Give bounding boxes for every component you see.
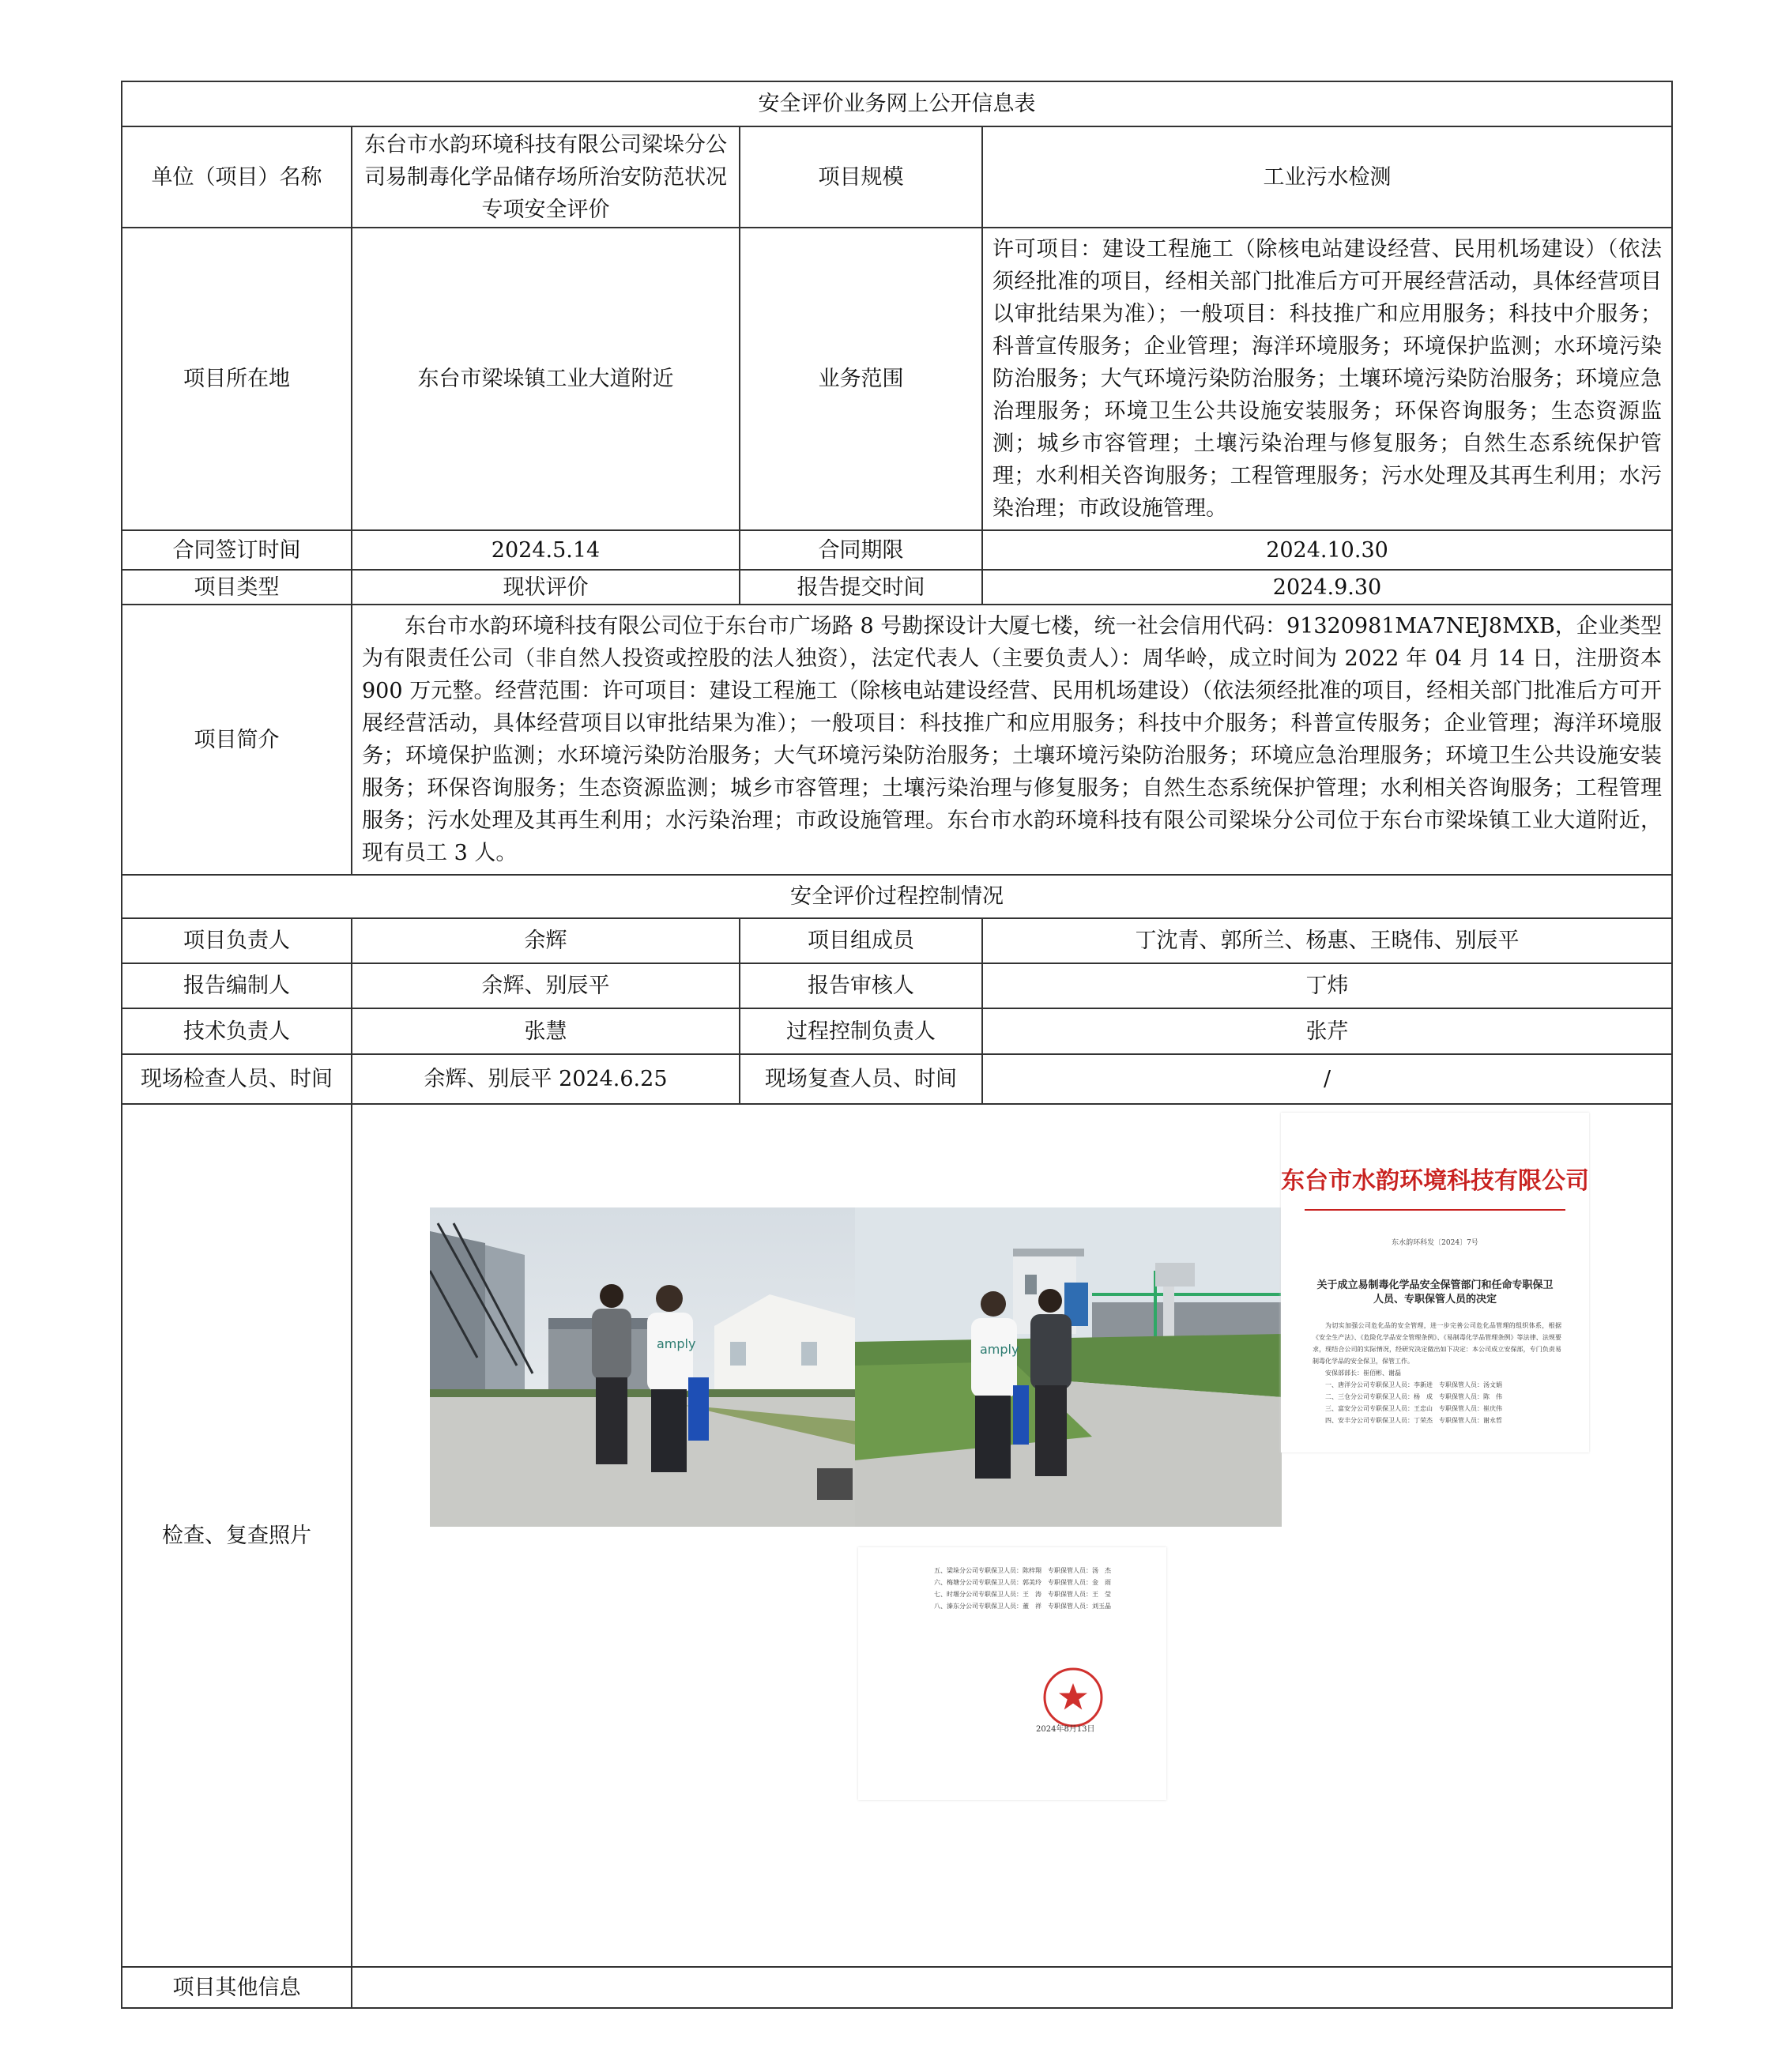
tech-leader-value: 张慧 xyxy=(352,1008,740,1054)
unit-name-label: 单位（项目）名称 xyxy=(122,126,352,228)
location-label: 项目所在地 xyxy=(122,228,352,530)
info-table xyxy=(121,81,1673,2009)
report-author-label: 报告编制人 xyxy=(122,963,352,1008)
doc-title: 关于成立易制毒化学品安全保管部门和任命专职保卫人员、专职保管人员的决定 xyxy=(1316,1279,1554,1305)
site-inspection-label: 现场检查人员、时间 xyxy=(122,1054,352,1104)
report-author-value: 余辉、别辰平 xyxy=(352,963,740,1008)
business-scope-label: 业务范围 xyxy=(740,228,982,530)
tech-leader-label: 技术负责人 xyxy=(122,1008,352,1054)
site-recheck-value: / xyxy=(982,1054,1672,1104)
contract-date-value: 2024.5.14 xyxy=(352,530,740,570)
location-value: 东台市梁垛镇工业大道附近 xyxy=(352,228,740,530)
contract-term-value: 2024.10.30 xyxy=(982,530,1672,570)
doc-number: 东水韵环科发〔2024〕7号 xyxy=(1392,1239,1478,1247)
unit-name-value: 东台市水韵环境科技有限公司梁垛分公司易制毒化学品储存场所治安防范状况专项安全评价 xyxy=(352,126,740,228)
inspection-photo-2 xyxy=(855,1207,1282,1527)
project-leader-value: 余辉 xyxy=(352,918,740,963)
project-scale-label: 项目规模 xyxy=(740,126,982,228)
intro-text: 东台市水韵环境科技有限公司位于东台市广场路 8 号勘探设计大厦七楼，统一社会信用代码：91320981MA7NEJ8MXB，企业类型为有限责任公司（非自然人投资或控股的法人独资），法定代表人（主要负责人）：周华岭，成立时间为 2022 年 04 月 14 日，注册资本 900 万元整。经营范围：许可项目：建设工程施工（除核电站建设经营、民用机场建设）（依法须经批准的项目，经相关部门批准后方可开展经营活动，具体经营项目以审批结果为准）；一般项目：科技推广和应用服务；科技中介服务；科普宣传服务；企业管理；海洋环境服务；环境保护监测；水环境污染防治服务；大气环境污染防治服务；土壤环境污染防治服务；环境应急治理服务；环境卫生公共设施安装服务；环保咨询服务；生态资源监测；城乡市容管理；土壤污染治理与修复服务；自然生态系统保护管理；水利相关咨询服务；工程管理服务；污水处理及其再生利用；水污染治理；市政设施管理。东台市水韵环境科技有限公司梁垛分公司位于东台市梁垛镇工业大道附近，现有员工 3 人。 xyxy=(352,605,1672,875)
doc2-body: 五、梁垛分公司专职保卫人员：陈梓翔 专职保管人员：汤 杰 六、梅塘分公司专职保卫人员：郭美玲 专职保管人员：金 雨 七、时堰分公司专职保卫人员：王 涛 专职保管人员：王 莹 八、溱东分公司专职保卫人员：董 祥 专职保管人员：刘玉晶 xyxy=(934,1567,1111,1610)
contract-term-label: 合同期限 xyxy=(740,530,982,570)
decision-document-page-2 xyxy=(858,1547,1166,1800)
report-submit-label: 报告提交时间 xyxy=(740,570,982,605)
svg-text:amply: amply xyxy=(657,1336,696,1351)
team-members-value: 丁沈青、郭所兰、杨惠、王晓伟、别辰平 xyxy=(982,918,1672,963)
report-submit-value: 2024.9.30 xyxy=(982,570,1672,605)
doc-body: 为切实加强公司危化品的安全管理，进一步完善公司危化品管理的组织体系，根据《安全生产法》、《危险化学品安全管理条例》、《易制毒化学品管理条例》等法律、法规要求，现结合公司的实际情况，经研究决定做出如下决定：本公司成立安保部，专门负责易制毒化学品的安全保卫，保管工作。 安保部部长：崔佰彬、谢磊 一、唐洋分公司专职保卫人员：李新进 专职保管人员：汤文娟 二、三仓分公司专职保卫人员：杨 成 专职保管人员：陈 伟 三、富安分公司专职保卫人员：王忠山 专职保管人员：崔庆伟 四、安丰分公司专职保卫人员：丁荣杰 专职保管人员：谢永哲 xyxy=(1313,1322,1561,1424)
report-reviewer-label: 报告审核人 xyxy=(740,963,982,1008)
project-leader-label: 项目负责人 xyxy=(122,918,352,963)
project-scale-value: 工业污水检测 xyxy=(982,126,1672,228)
site-recheck-label: 现场复查人员、时间 xyxy=(740,1054,982,1104)
decision-document-page-1 xyxy=(1281,1113,1589,1452)
svg-text:amply: amply xyxy=(980,1342,1019,1357)
project-type-label: 项目类型 xyxy=(122,570,352,605)
intro-label: 项目简介 xyxy=(122,605,352,875)
doc2-date: 2024年8月13日 xyxy=(1036,1725,1095,1734)
team-members-label: 项目组成员 xyxy=(740,918,982,963)
process-control-value: 张芹 xyxy=(982,1008,1672,1054)
table-title: 安全评价业务网上公开信息表 xyxy=(122,81,1672,126)
doc-company-header: 东台市水韵环境科技有限公司 xyxy=(1281,1167,1589,1195)
inspection-photo-1 xyxy=(430,1207,855,1527)
project-type-value: 现状评价 xyxy=(352,570,740,605)
contract-date-label: 合同签订时间 xyxy=(122,530,352,570)
site-inspection-value: 余辉、别辰平 2024.6.25 xyxy=(352,1054,740,1104)
process-control-label: 过程控制负责人 xyxy=(740,1008,982,1054)
report-reviewer-value: 丁炜 xyxy=(982,963,1672,1008)
section2-title: 安全评价过程控制情况 xyxy=(122,875,1672,918)
photos-cell xyxy=(352,1104,1672,1967)
doc-red-line xyxy=(1305,1209,1565,1211)
other-info-value xyxy=(352,1967,1672,2008)
photos-label: 检查、复查照片 xyxy=(122,1104,352,1967)
other-info-label: 项目其他信息 xyxy=(122,1967,352,2008)
business-scope-value: 许可项目：建设工程施工（除核电站建设经营、民用机场建设）（依法须经批准的项目，经相关部门批准后方可开展经营活动，具体经营项目以审批结果为准）；一般项目：科技推广和应用服务；科技中介服务；科普宣传服务；企业管理；海洋环境服务；环境保护监测；水环境污染防治服务；大气环境污染防治服务；土壤环境污染防治服务；环境应急治理服务；环境卫生公共设施安装服务；环保咨询服务；生态资源监测；城乡市容管理；土壤污染治理与修复服务；自然生态系统保护管理；水利相关咨询服务；工程管理服务；污水处理及其再生利用；水污染治理；市政设施管理。 xyxy=(982,228,1672,530)
